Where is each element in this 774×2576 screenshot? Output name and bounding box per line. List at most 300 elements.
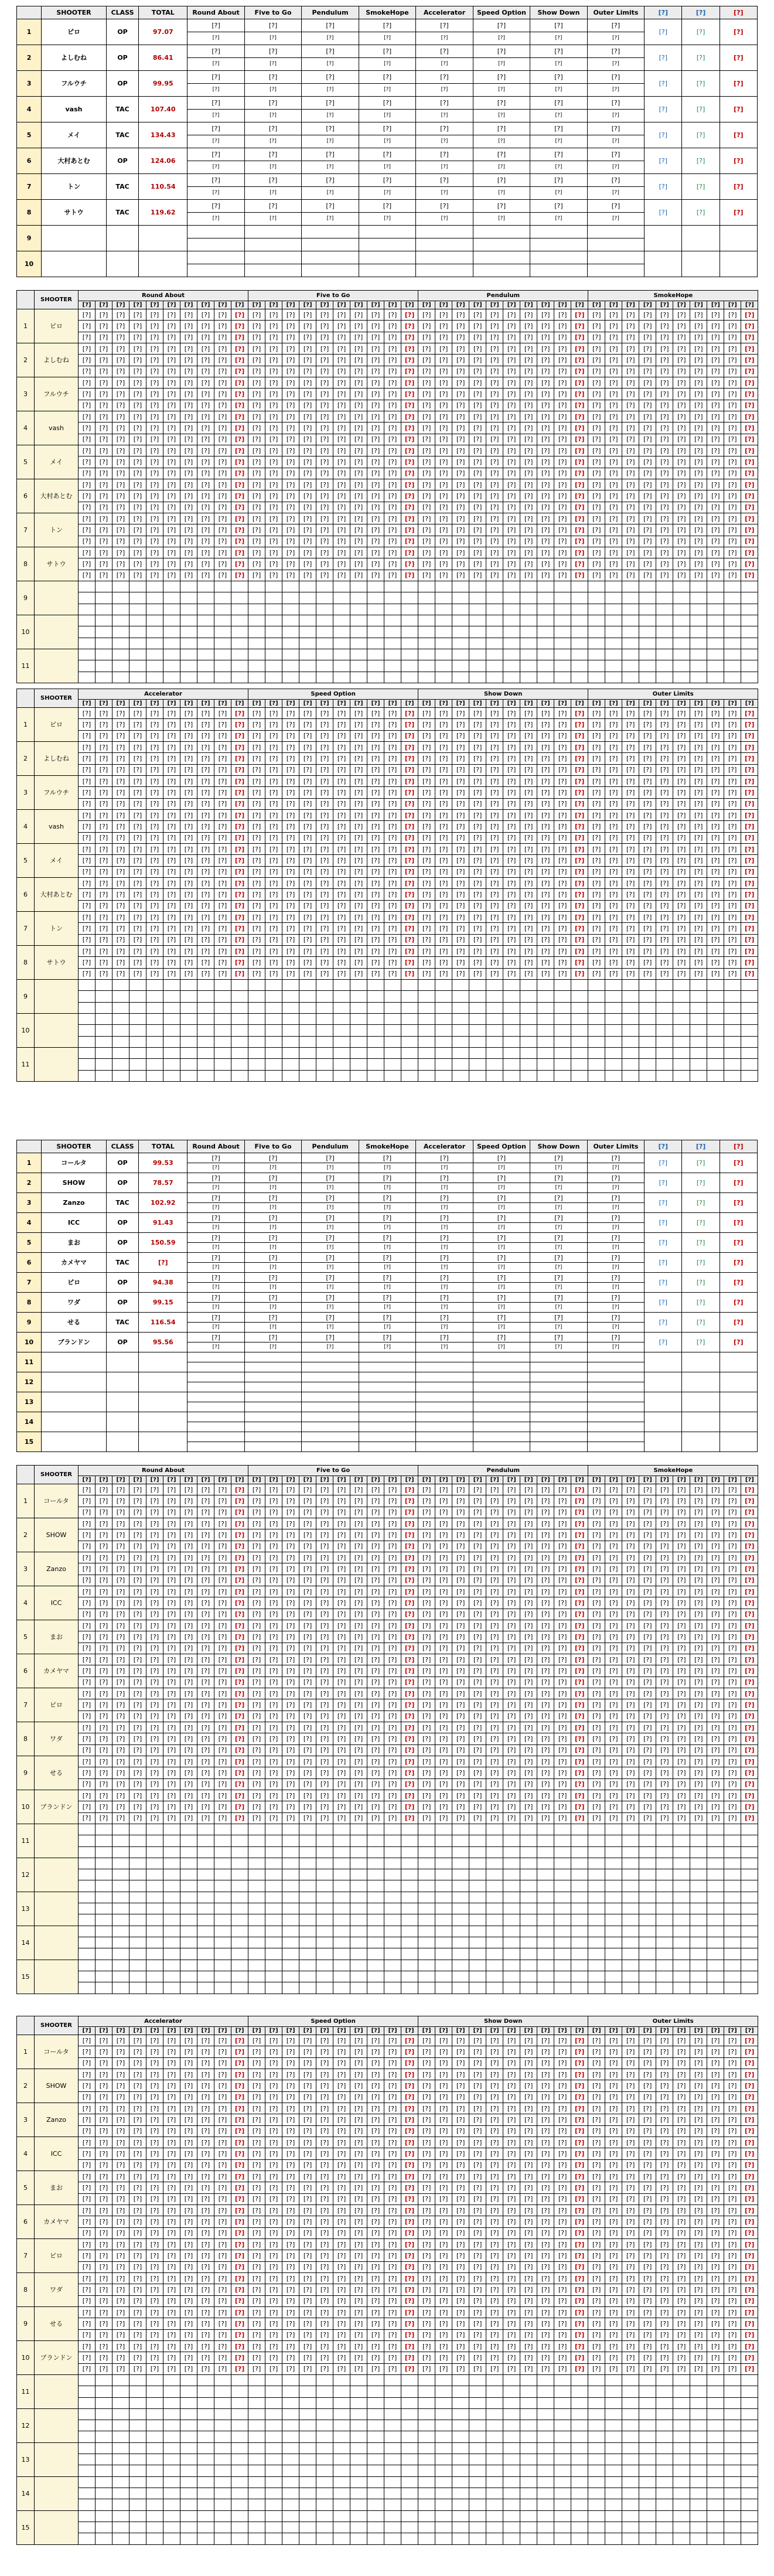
detail-value-cell: [?]: [214, 389, 231, 400]
detail-value-cell: [?]: [248, 343, 265, 354]
stage-hits-cell: [244, 1382, 301, 1392]
detail-value-cell: [?]: [503, 764, 520, 775]
detail-value-cell: [?]: [333, 809, 350, 820]
detail-value-cell: [?]: [265, 366, 282, 377]
detail-value-cell: [?]: [503, 1575, 520, 1586]
detail-value-cell: [486, 1059, 503, 1070]
detail-value-cell: [?]: [605, 821, 622, 832]
detail-value-cell: [?]: [605, 1484, 622, 1495]
stage-hits-cell: [?]: [244, 187, 301, 200]
detail-value-cell: [248, 1059, 265, 1070]
detail-value-cell: [333, 1025, 350, 1036]
detail-value-cell: [?]: [724, 377, 741, 388]
detail-value-cell: [?]: [333, 923, 350, 934]
detail-value-cell: [?]: [724, 741, 741, 752]
detail-value-cell: [?]: [282, 787, 299, 798]
detail-value-cell: [?]: [418, 1620, 435, 1631]
detail-value-cell: [?]: [486, 877, 503, 888]
detail-value-cell: [?]: [146, 355, 163, 366]
detail-value-cell: [?]: [214, 809, 231, 820]
stage-time-cell: [473, 1352, 530, 1362]
stage-hits-cell: [?]: [416, 1303, 473, 1313]
detail-value-cell: [?]: [180, 1767, 197, 1778]
detail-value-cell: [469, 1835, 486, 1846]
detail-value-cell: [452, 615, 469, 626]
detail-value-cell: [?]: [503, 1643, 520, 1654]
detail-value-cell: [?]: [350, 479, 367, 490]
detail-value-cell: [?]: [401, 1767, 418, 1778]
detail-value-cell: [?]: [486, 355, 503, 366]
detail-value-cell: [?]: [724, 468, 741, 479]
detail-value-cell: [?]: [265, 1812, 282, 1824]
stage-time-cell: [?]: [587, 1313, 644, 1323]
detail-value-cell: [452, 604, 469, 615]
detail-value-cell: [?]: [707, 389, 724, 400]
detail-value-cell: [?]: [333, 479, 350, 490]
detail-value-cell: [?]: [231, 1778, 248, 1790]
detail-value-cell: [?]: [350, 1507, 367, 1518]
detail-value-cell: [?]: [401, 832, 418, 843]
rank-cell: 12: [17, 1372, 42, 1392]
detail-value-cell: [?]: [350, 843, 367, 854]
detail-value-cell: [401, 1880, 418, 1892]
detail-value-cell: [?]: [520, 1722, 537, 1733]
detail-name-cell: フルウチ: [35, 775, 79, 809]
detail-value-cell: [?]: [180, 1722, 197, 1733]
detail-value-cell: [?]: [469, 855, 486, 866]
detail-value-cell: [?]: [401, 547, 418, 558]
detail-value-cell: [?]: [316, 889, 333, 900]
detail-value-cell: [?]: [690, 1699, 707, 1710]
detail-value-cell: [180, 1846, 197, 1858]
detail-name-cell: カメヤマ: [35, 1654, 79, 1688]
detail-value-cell: [?]: [452, 911, 469, 922]
detail-value-cell: [707, 660, 724, 672]
detail-value-cell: [?]: [673, 741, 690, 752]
detail-value-cell: [?]: [163, 1643, 180, 1654]
stage-hits-cell: [?]: [473, 187, 530, 200]
detail-value-cell: [?]: [333, 321, 350, 332]
detail-value-cell: [?]: [197, 1756, 214, 1767]
shooter-name-cell: vash: [42, 97, 107, 122]
detail-value-cell: [?]: [656, 468, 673, 479]
detail-value-cell: [?]: [690, 558, 707, 570]
detail-sub-header: [?]: [707, 1476, 724, 1484]
detail-value-cell: [?]: [282, 889, 299, 900]
detail-value-cell: [537, 649, 554, 660]
class-cell: OP: [106, 1233, 138, 1253]
detail-value-cell: [?]: [724, 900, 741, 911]
detail-value-cell: [?]: [452, 547, 469, 558]
detail-value-cell: [588, 1903, 605, 1914]
detail-value-cell: [656, 1880, 673, 1892]
detail-value-cell: [?]: [401, 741, 418, 752]
detail-value-cell: [?]: [146, 1620, 163, 1631]
summary-row: [17, 1293, 758, 1303]
detail-value-cell: [?]: [741, 1620, 758, 1631]
detail-value-cell: [?]: [282, 957, 299, 968]
detail-value-cell: [673, 1059, 690, 1070]
detail-value-cell: [741, 581, 758, 592]
detail-value-cell: [?]: [690, 536, 707, 547]
detail-value-cell: [?]: [265, 479, 282, 490]
detail-value-cell: [?]: [537, 889, 554, 900]
rank-cell: 1: [17, 1153, 42, 1173]
detail-value-cell: [?]: [163, 377, 180, 388]
stage-hits-cell: [?]: [187, 161, 244, 174]
detail-value-cell: [?]: [197, 355, 214, 366]
detail-value-cell: [?]: [96, 1620, 112, 1631]
detail-value-cell: [?]: [741, 1801, 758, 1812]
detail-value-cell: [?]: [333, 1631, 350, 1643]
detail-value-cell: [?]: [401, 1733, 418, 1744]
summary-header-cell: SHOOTER: [42, 1140, 107, 1153]
detail-sub-header: [?]: [367, 700, 384, 708]
detail-value-cell: [146, 1880, 163, 1892]
detail-value-cell: [?]: [384, 832, 401, 843]
detail-value-cell: [214, 1835, 231, 1846]
detail-value-cell: [?]: [350, 1541, 367, 1552]
detail-value-cell: [401, 1047, 418, 1058]
detail-value-cell: [537, 991, 554, 1002]
detail-value-cell: [?]: [605, 1495, 622, 1507]
detail-value-cell: [79, 1013, 96, 1024]
detail-value-cell: [?]: [248, 479, 265, 490]
detail-value-cell: [112, 1036, 129, 1047]
stage-time-cell: [587, 1432, 644, 1442]
detail-value-cell: [?]: [588, 753, 605, 764]
detail-value-cell: [673, 626, 690, 638]
detail-value-cell: [?]: [384, 708, 401, 719]
detail-value-cell: [?]: [520, 1518, 537, 1529]
detail-sub-header: [?]: [469, 301, 486, 309]
detail-value-cell: [?]: [486, 1529, 503, 1541]
detail-value-cell: [?]: [180, 422, 197, 434]
stage-time-cell: [?]: [473, 200, 530, 213]
detail-value-cell: [?]: [231, 456, 248, 468]
detail-value-cell: [?]: [622, 1541, 639, 1552]
detail-value-cell: [350, 1824, 367, 1835]
detail-value-cell: [?]: [605, 479, 622, 490]
detail-value-cell: [?]: [605, 332, 622, 343]
detail-value-cell: [?]: [452, 513, 469, 524]
detail-value-cell: [?]: [435, 1518, 452, 1529]
detail-value-cell: [?]: [180, 1756, 197, 1767]
detail-value-cell: [79, 1025, 96, 1036]
detail-value-cell: [?]: [588, 945, 605, 956]
detail-value-cell: [333, 626, 350, 638]
detail-value-cell: [?]: [724, 1756, 741, 1767]
detail-value-cell: [?]: [265, 911, 282, 922]
detail-value-cell: [?]: [265, 1575, 282, 1586]
stage-time-cell: [473, 251, 530, 264]
detail-value-cell: [?]: [605, 1812, 622, 1824]
detail-value-cell: [?]: [248, 957, 265, 968]
stage-time-cell: [187, 1352, 244, 1362]
detail-value-cell: [?]: [129, 1767, 146, 1778]
stage-time-cell: [416, 1432, 473, 1442]
detail-value-cell: [?]: [622, 753, 639, 764]
detail-value-cell: [?]: [656, 1643, 673, 1654]
detail-value-cell: [96, 592, 112, 604]
detail-value-cell: [?]: [690, 866, 707, 877]
detail-value-cell: [?]: [350, 866, 367, 877]
detail-value-cell: [?]: [112, 1575, 129, 1586]
detail-value-cell: [?]: [112, 866, 129, 877]
stage-hits-cell: [416, 264, 473, 277]
detail-value-cell: [?]: [129, 877, 146, 888]
detail-value-cell: [?]: [554, 479, 571, 490]
detail-value-cell: [?]: [401, 1665, 418, 1677]
detail-value-cell: [?]: [435, 968, 452, 979]
detail-value-cell: [?]: [197, 708, 214, 719]
detail-value-cell: [333, 672, 350, 683]
detail-value-cell: [?]: [248, 855, 265, 866]
detail-value-cell: [?]: [350, 1631, 367, 1643]
detail-value-cell: [?]: [469, 1552, 486, 1563]
detail-value-cell: [282, 1869, 299, 1880]
detail-value-cell: [?]: [486, 911, 503, 922]
detail-value-cell: [?]: [707, 1507, 724, 1518]
detail-value-cell: [?]: [316, 411, 333, 422]
detail-sub-header: [?]: [605, 700, 622, 708]
detail-value-cell: [?]: [690, 832, 707, 843]
detail-value-cell: [?]: [656, 708, 673, 719]
detail-value-cell: [?]: [503, 547, 520, 558]
stage-hits-cell: [?]: [587, 32, 644, 45]
detail-value-cell: [?]: [588, 366, 605, 377]
summary-header-cell: Five to Go: [244, 6, 301, 19]
detail-value-cell: [?]: [605, 1744, 622, 1756]
detail-value-cell: [163, 1892, 180, 1903]
detail-value-cell: [?]: [435, 309, 452, 321]
detail-value-cell: [537, 615, 554, 626]
detail-value-cell: [?]: [197, 1744, 214, 1756]
detail-value-cell: [?]: [418, 456, 435, 468]
detail-value-cell: [?]: [605, 490, 622, 502]
detail-value-cell: [?]: [129, 468, 146, 479]
detail-value-cell: [?]: [79, 1756, 96, 1767]
detail-value-cell: [?]: [96, 787, 112, 798]
detail-value-cell: [571, 1059, 588, 1070]
detail-value-cell: [?]: [452, 468, 469, 479]
detail-value-cell: [520, 672, 537, 683]
detail-value-cell: [282, 581, 299, 592]
detail-value-cell: [?]: [690, 1665, 707, 1677]
detail-value-cell: [?]: [707, 1484, 724, 1495]
detail-value-cell: [?]: [163, 708, 180, 719]
detail-value-cell: [197, 581, 214, 592]
detail-rank-cell: 1: [17, 1484, 35, 1518]
detail-value-cell: [469, 1059, 486, 1070]
detail-value-cell: [?]: [656, 730, 673, 741]
detail-value-cell: [?]: [435, 1575, 452, 1586]
rating-cell: [?]: [682, 174, 720, 200]
rating-cell: [?]: [720, 1333, 757, 1352]
detail-value-cell: [?]: [112, 832, 129, 843]
detail-value-cell: [?]: [248, 547, 265, 558]
stage-time-cell: [?]: [302, 1333, 359, 1342]
detail-value-cell: [?]: [571, 877, 588, 888]
stage-hits-cell: [302, 238, 359, 251]
detail-value-cell: [?]: [707, 1529, 724, 1541]
detail-value-cell: [?]: [214, 1631, 231, 1643]
detail-value-cell: [?]: [537, 434, 554, 445]
total-cell: 94.38: [139, 1273, 187, 1293]
detail-value-cell: [?]: [197, 1529, 214, 1541]
detail-value-cell: [?]: [180, 798, 197, 809]
detail-value-cell: [520, 1824, 537, 1835]
detail-sub-header: [?]: [520, 301, 537, 309]
detail-value-cell: [690, 592, 707, 604]
detail-value-cell: [?]: [231, 809, 248, 820]
detail-value-cell: [?]: [367, 1654, 384, 1665]
detail-sub-header: [?]: [146, 1476, 163, 1484]
detail-value-cell: [?]: [197, 524, 214, 536]
detail-value-cell: [?]: [79, 343, 96, 354]
detail-value-cell: [?]: [129, 332, 146, 343]
detail-value-cell: [673, 1047, 690, 1058]
detail-value-cell: [316, 1047, 333, 1058]
detail-value-cell: [?]: [333, 343, 350, 354]
detail-sub-header: [?]: [96, 301, 112, 309]
detail-value-cell: [605, 649, 622, 660]
detail-value-cell: [673, 1025, 690, 1036]
detail-value-cell: [?]: [469, 309, 486, 321]
detail-value-cell: [605, 1013, 622, 1024]
detail-value-cell: [?]: [503, 1790, 520, 1801]
detail-sub-header: [?]: [452, 700, 469, 708]
detail-value-cell: [214, 649, 231, 660]
detail-value-cell: [707, 1025, 724, 1036]
stage-time-cell: [?]: [244, 1173, 301, 1183]
detail-value-cell: [741, 1892, 758, 1903]
detail-value-cell: [?]: [469, 1609, 486, 1620]
detail-value-cell: [?]: [316, 1518, 333, 1529]
detail-value-cell: [?]: [316, 1575, 333, 1586]
detail-value-cell: [?]: [656, 775, 673, 786]
detail-value-cell: [?]: [112, 1722, 129, 1733]
detail-value-cell: [?]: [282, 1801, 299, 1812]
detail-value-cell: [?]: [537, 1733, 554, 1744]
detail-value-cell: [?]: [469, 445, 486, 456]
detail-value-cell: [639, 1025, 656, 1036]
stage-time-cell: [530, 1392, 587, 1402]
detail-value-cell: [?]: [384, 547, 401, 558]
detail-value-cell: [?]: [673, 502, 690, 513]
detail-value-cell: [?]: [503, 1518, 520, 1529]
detail-value-cell: [?]: [350, 730, 367, 741]
detail-value-cell: [299, 592, 316, 604]
detail-value-cell: [?]: [537, 389, 554, 400]
detail-value-cell: [?]: [452, 1620, 469, 1631]
detail-value-cell: [435, 1892, 452, 1903]
detail-value-cell: [?]: [248, 1778, 265, 1790]
detail-value-cell: [?]: [605, 321, 622, 332]
detail-value-cell: [146, 581, 163, 592]
detail-value-cell: [?]: [197, 1722, 214, 1733]
detail-value-cell: [?]: [707, 321, 724, 332]
summary-row: [17, 174, 758, 187]
detail-value-cell: [?]: [656, 1756, 673, 1767]
detail-value-cell: [?]: [163, 1688, 180, 1699]
detail-value-cell: [?]: [588, 832, 605, 843]
detail-value-cell: [?]: [554, 490, 571, 502]
detail-value-cell: [707, 1892, 724, 1903]
detail-value-cell: [?]: [96, 957, 112, 968]
detail-value-cell: [?]: [180, 923, 197, 934]
detail-value-cell: [605, 1869, 622, 1880]
detail-value-cell: [?]: [384, 1643, 401, 1654]
detail-value-cell: [?]: [231, 775, 248, 786]
detail-value-cell: [?]: [299, 900, 316, 911]
shooter-name-cell: ピロ: [42, 19, 107, 45]
detail-value-cell: [?]: [724, 730, 741, 741]
detail-value-cell: [?]: [707, 1790, 724, 1801]
detail-value-cell: [?]: [605, 900, 622, 911]
detail-value-cell: [?]: [588, 1643, 605, 1654]
detail-value-cell: [?]: [384, 355, 401, 366]
detail-value-cell: [?]: [96, 1767, 112, 1778]
detail-value-cell: [?]: [79, 775, 96, 786]
detail-value-cell: [?]: [724, 309, 741, 321]
stage-time-cell: [?]: [302, 71, 359, 84]
detail-value-cell: [?]: [214, 332, 231, 343]
detail-value-cell: [?]: [673, 1620, 690, 1631]
detail-value-cell: [401, 660, 418, 672]
detail-value-cell: [?]: [435, 1699, 452, 1710]
detail-value-cell: [248, 660, 265, 672]
detail-value-cell: [?]: [112, 1586, 129, 1597]
detail-value-cell: [?]: [418, 1699, 435, 1710]
detail-value-cell: [?]: [486, 821, 503, 832]
detail-value-cell: [?]: [622, 1677, 639, 1688]
detail-value-cell: [537, 1036, 554, 1047]
detail-value-cell: [?]: [350, 957, 367, 968]
detail-value-cell: [?]: [418, 343, 435, 354]
detail-value-cell: [316, 660, 333, 672]
detail-value-cell: [?]: [486, 309, 503, 321]
detail-value-cell: [163, 1824, 180, 1835]
stage-time-cell: [416, 251, 473, 264]
detail-value-cell: [?]: [435, 877, 452, 888]
detail-sub-header: [?]: [333, 301, 350, 309]
detail-value-cell: [?]: [486, 1484, 503, 1495]
class-cell: OP: [106, 1153, 138, 1173]
detail-value-cell: [231, 1892, 248, 1903]
detail-value-cell: [?]: [503, 321, 520, 332]
detail-value-cell: [?]: [673, 1733, 690, 1744]
detail-value-cell: [?]: [197, 855, 214, 866]
detail-value-cell: [?]: [333, 1586, 350, 1597]
stage-time-cell: [587, 1372, 644, 1382]
detail-value-cell: [?]: [554, 1529, 571, 1541]
detail-value-cell: [?]: [248, 1529, 265, 1541]
detail-value-cell: [?]: [639, 764, 656, 775]
total-cell: 124.06: [139, 148, 187, 174]
detail-value-cell: [180, 615, 197, 626]
detail-value-cell: [?]: [707, 787, 724, 798]
stage-time-cell: [416, 1372, 473, 1382]
detail-value-cell: [?]: [316, 1484, 333, 1495]
detail-value-cell: [333, 1059, 350, 1070]
detail-value-cell: [?]: [537, 1484, 554, 1495]
detail-value-cell: [?]: [435, 1643, 452, 1654]
detail-value-cell: [?]: [588, 877, 605, 888]
detail-value-cell: [?]: [622, 855, 639, 866]
detail-value-cell: [129, 638, 146, 649]
detail-value-cell: [?]: [690, 1767, 707, 1778]
